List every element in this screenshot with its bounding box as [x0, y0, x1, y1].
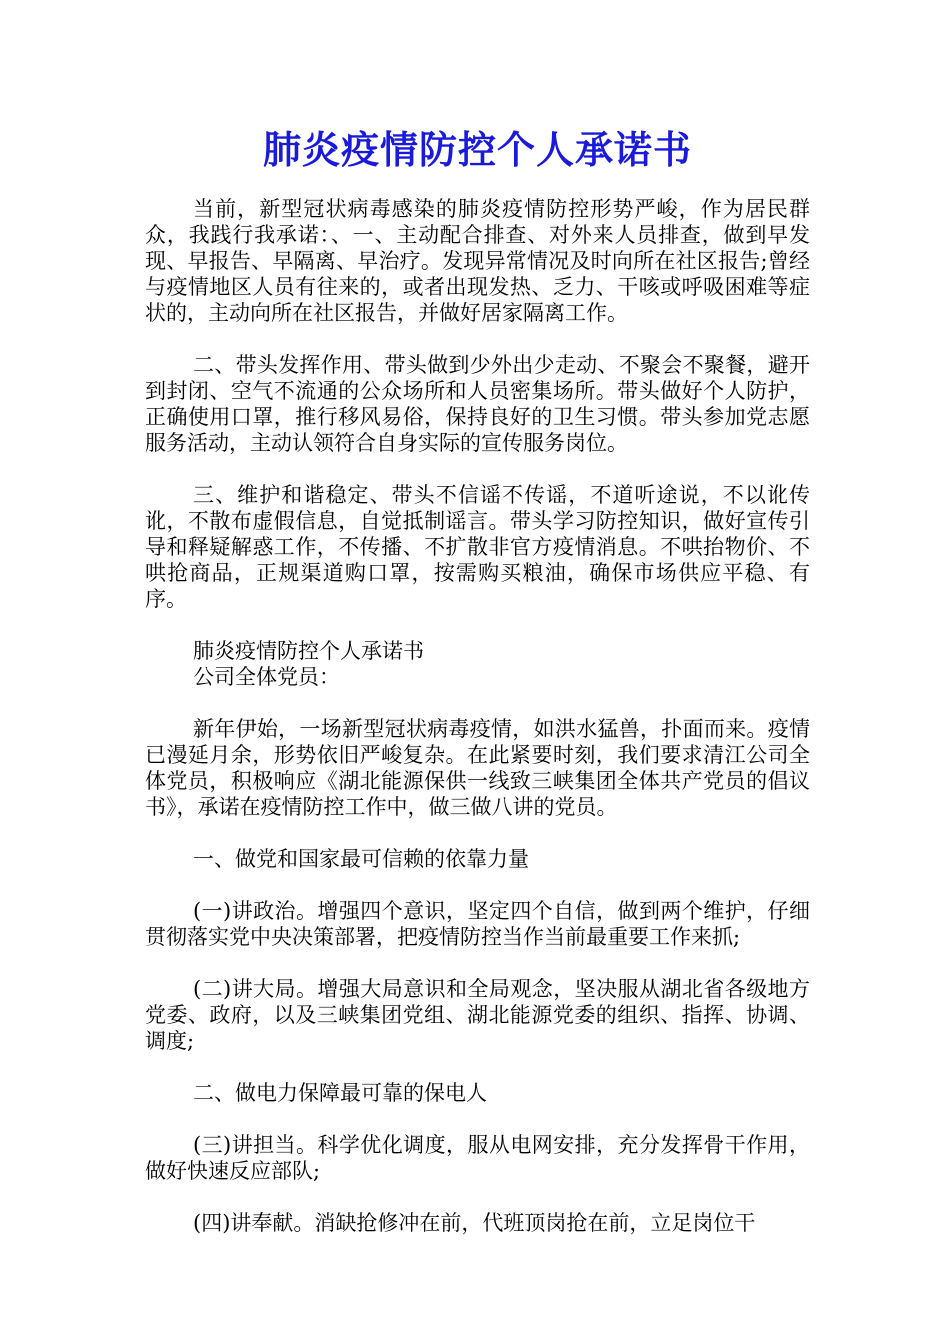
paragraph-intro-pledge: 当前，新型冠状病毒感染的肺炎疫情防控形势严峻，作为居民群众，我践行我承诺：、一、主动配合排查、对外来人员排查，做到早发现、早报告、早隔离、早治疗。发现异常情况及时向所在社区报告;曾经与疫情地区人员有往来的，或者出现发热、乏力、干咳或呼吸困难等症状的，主动向所在社区报告，并做好居家隔离工作。	[145, 197, 810, 325]
paragraph-second-title: 肺炎疫情防控个人承诺书	[193, 639, 424, 663]
document-body	[145, 196, 810, 1236]
document-title: 肺炎疫情防控个人承诺书	[262, 127, 692, 172]
paragraph-item-two: (二)讲大局。增强大局意识和全局观念，坚决服从湖北省各级地方党委、政府，以及三峡集团党组、湖北能源党委的组织、指挥、协调、调度;	[145, 977, 810, 1053]
heading-part-one: 一、做党和国家最可信赖的依靠力量	[193, 847, 529, 871]
paragraph-item-one: (一)讲政治。增强四个意识，坚定四个自信，做到两个维护，仔细贯彻落实党中央决策部署，把疫情防控当作当前最重要工作来抓;	[145, 899, 810, 949]
paragraph-section-three: 三、维护和谐稳定、带头不信谣不传谣，不道听途说，不以讹传讹，不散布虚假信息，自觉抵制谣言。带头学习防控知识，做好宣传引导和释疑解惑工作，不传播、不扩散非官方疫情消息。不哄抬物价、不哄抢商品，正规渠道购口罩，按需购买粮油，确保市场供应平稳、有序。	[145, 483, 810, 611]
paragraph-item-four: (四)讲奉献。消缺抢修冲在前，代班顶岗抢在前，立足岗位干	[193, 1211, 756, 1235]
document-content	[145, 0, 810, 1262]
paragraph-salutation: 公司全体党员：	[193, 665, 340, 689]
paragraph-new-year-intro: 新年伊始，一场新型冠状病毒疫情，如洪水猛兽，扑面而来。疫情已漫延月余，形势依旧严峻复杂。在此紧要时刻，我们要求清江公司全体党员，积极响应《湖北能源保供一线致三峡集团全体共产党员的倡议书》，承诺在疫情防控工作中，做三做八讲的党员。	[145, 717, 810, 819]
paragraph-item-three: (三)讲担当。科学优化调度，服从电网安排，充分发挥骨干作用，做好快速反应部队;	[145, 1133, 810, 1183]
heading-part-two: 二、做电力保障最可靠的保电人	[193, 1081, 487, 1105]
paragraph-section-two: 二、带头发挥作用、带头做到少外出少走动、不聚会不聚餐，避开到封闭、空气不流通的公众场所和人员密集场所。带头做好个人防护，正确使用口罩，推行移风易俗，保持良好的卫生习惯。带头参加党志愿服务活动，主动认领符合自身实际的宣传服务岗位。	[145, 353, 810, 455]
